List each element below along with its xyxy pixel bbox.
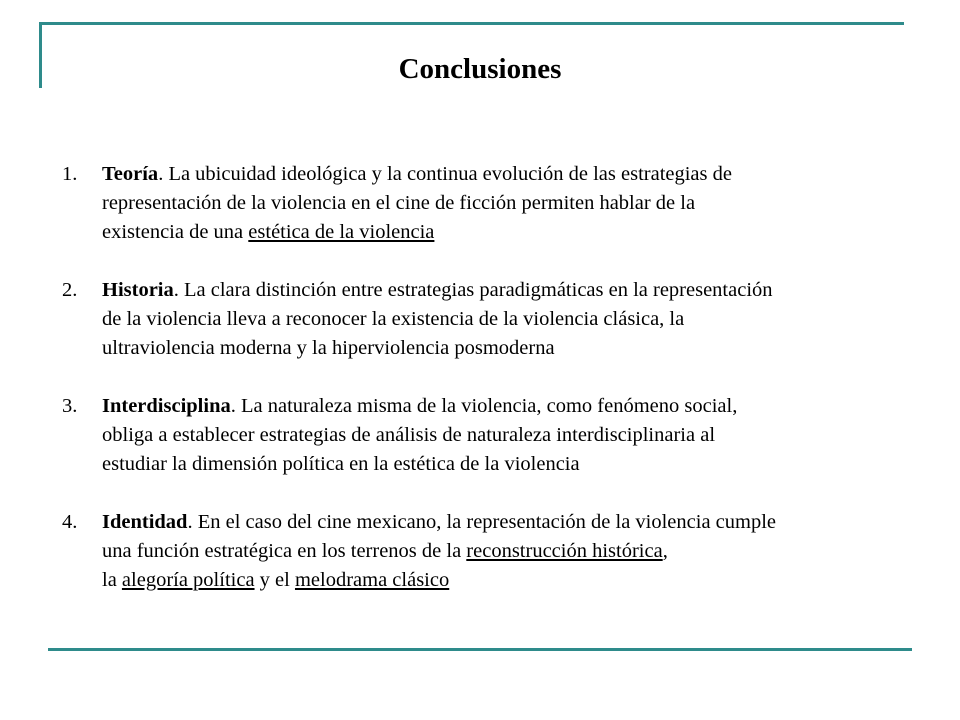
link-alegoria-politica[interactable]: alegoría política bbox=[121, 569, 255, 591]
item-line: Identidad. En el caso del cine mexicano, la representación de la violencia cumple bbox=[102, 511, 777, 533]
top-rule bbox=[40, 22, 904, 25]
item-line: ultraviolencia moderna y la hiperviolencia posmoderna bbox=[102, 337, 555, 359]
item-line: de la violencia lleva a reconocer la existencia de la violencia clásica, la bbox=[102, 308, 685, 330]
item-text bbox=[102, 392, 922, 479]
item-line: Interdisciplina. La naturaleza misma de la violencia, como fenómeno social, bbox=[102, 395, 738, 417]
item-line: obliga a establecer estrategias de análisis de naturaleza interdisciplinaria al bbox=[102, 424, 716, 446]
item-text bbox=[102, 160, 922, 247]
item-number: 1. bbox=[62, 163, 78, 185]
list-item-interdisciplina bbox=[62, 392, 922, 479]
list-item-identidad bbox=[62, 508, 922, 595]
slide-title: Conclusiones bbox=[398, 53, 562, 85]
link-estetica-violencia[interactable]: estética de la violencia bbox=[248, 221, 435, 243]
item-term: Interdisciplina bbox=[102, 395, 231, 417]
item-line: una función estratégica en los terrenos de la reconstrucción histórica, bbox=[102, 540, 668, 562]
link-reconstruccion-historica[interactable]: reconstrucción histórica bbox=[466, 540, 663, 562]
item-line: estudiar la dimensión política en la estética de la violencia bbox=[102, 453, 580, 475]
item-term: Historia bbox=[102, 279, 174, 301]
bottom-rule bbox=[48, 648, 912, 651]
list-item-teoria bbox=[62, 160, 922, 247]
item-term: Identidad bbox=[102, 511, 188, 533]
item-line: la alegoría política y el melodrama clásico bbox=[102, 569, 450, 591]
link-melodrama-clasico[interactable]: melodrama clásico bbox=[294, 569, 450, 591]
item-line: Historia. La clara distinción entre estrategias paradigmáticas en la representación bbox=[102, 279, 773, 301]
item-number: 4. bbox=[62, 511, 78, 533]
list-item-historia bbox=[62, 276, 922, 363]
item-number: 2. bbox=[62, 279, 78, 301]
item-line: Teoría. La ubicuidad ideológica y la continua evolución de las estrategias de bbox=[102, 163, 732, 185]
item-text bbox=[102, 276, 922, 363]
item-line: existencia de una estética de la violencia bbox=[102, 221, 435, 243]
item-term: Teoría bbox=[102, 163, 159, 185]
item-number: 3. bbox=[62, 395, 78, 417]
item-line: representación de la violencia en el cine de ficción permiten hablar de la bbox=[102, 192, 696, 214]
item-text bbox=[102, 508, 922, 595]
conclusions-list bbox=[62, 160, 922, 624]
